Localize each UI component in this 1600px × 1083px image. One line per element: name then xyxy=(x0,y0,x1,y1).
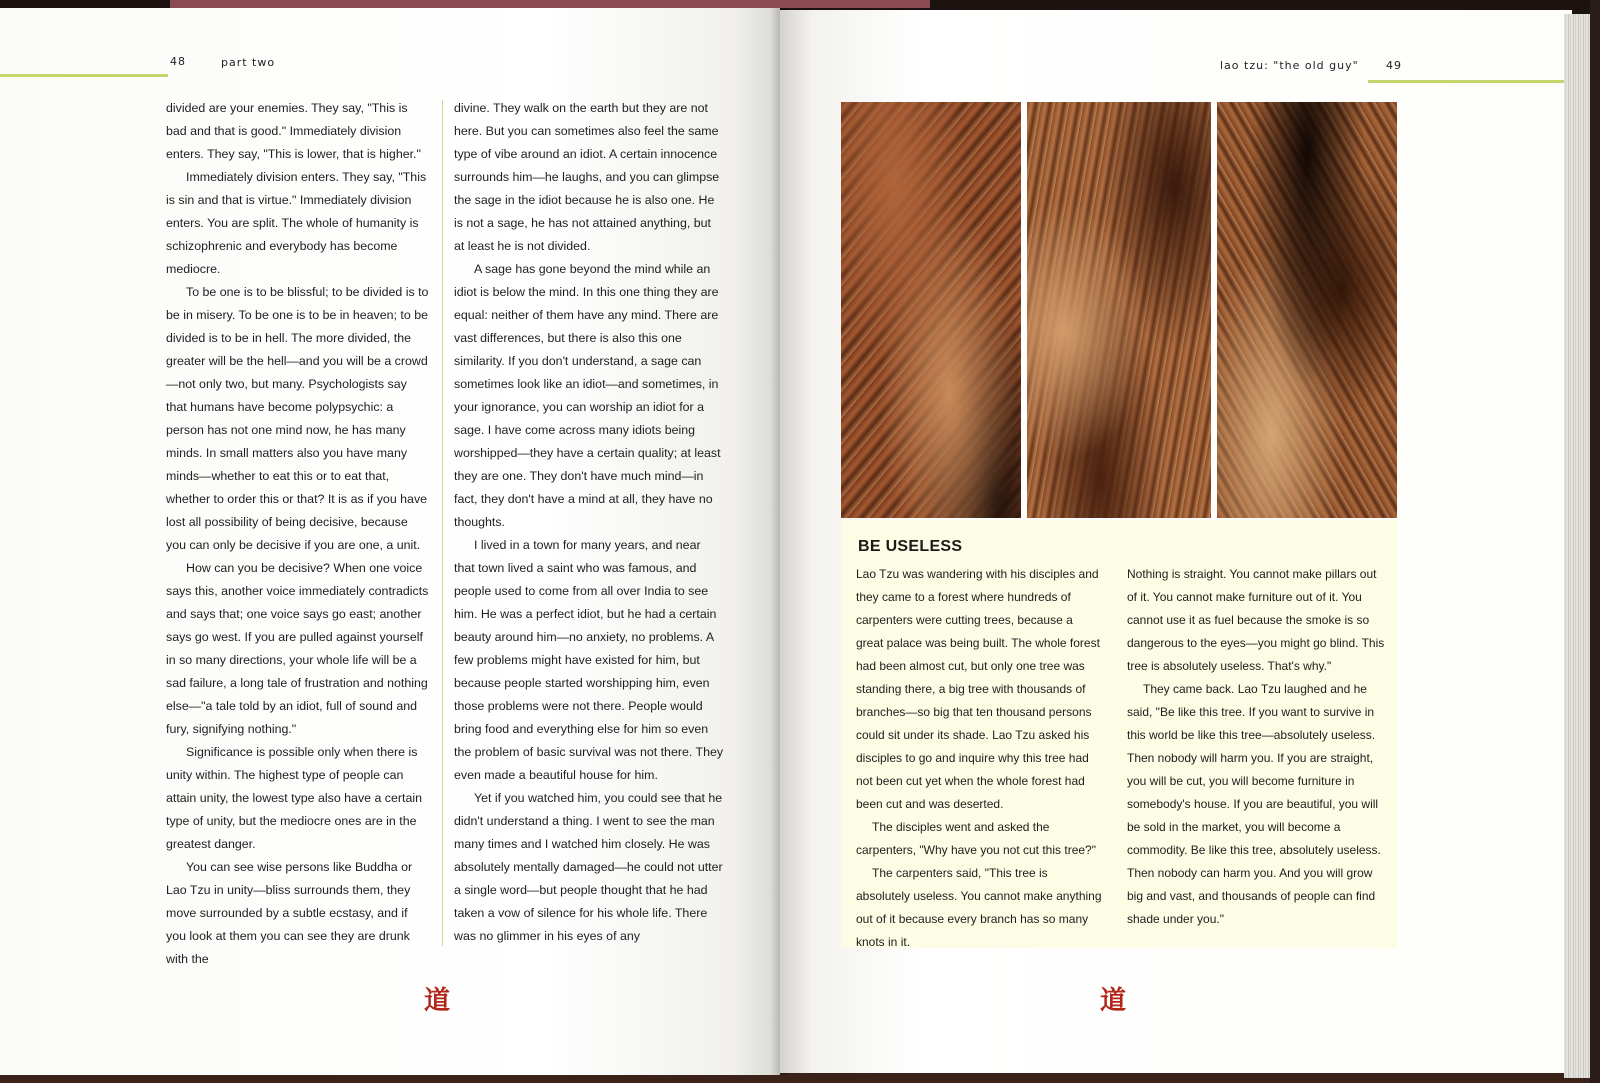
tree-bark-photo-middle xyxy=(1027,102,1211,518)
left-page-number: 48 xyxy=(170,55,186,68)
sidebar-text-column-1 xyxy=(856,563,1102,954)
sidebar-text-column-2 xyxy=(1127,563,1385,931)
sidebar-title: BE USELESS xyxy=(858,538,963,555)
left-header-rule xyxy=(0,74,168,77)
right-running-head: lao tzu: "the old guy" xyxy=(1220,59,1359,72)
paragraph: The carpenters said, "This tree is absolutely useless. You cannot make anything out of it because every branch has so many knots in it. xyxy=(856,866,1102,949)
tao-glyph-icon: 道 xyxy=(424,986,451,1016)
column-divider xyxy=(442,100,443,946)
paragraph: A sage has gone beyond the mind while an idiot is below the mind. In this one thing they are equal: neither of them have any mind. There are vast differences, but there is also this one similarity. If you don't understand, a sage can sometimes look like an idiot—and sometimes, in your ignorance, you can worship an idiot for a sage. I have come across many idiots being worshipped—they have a certain quality; at least they are one. They don't have much mind—in fact, they don't have a mind at all, they have no thoughts. xyxy=(454,262,721,529)
paragraph: Immediately division enters. They say, "This is sin and that is virtue." Immediately division enters. You are split. The whole of humanity is schizophrenic and everybody has become mediocre. xyxy=(166,170,427,276)
right-page-number: 49 xyxy=(1386,59,1402,72)
paragraph: To be one is to be blissful; to be divided is to be in misery. To be one is to be in heaven; to be divided is to be in hell. The more divided, the greater will be the hell—and you will be a crowd—not only two, but many. Psychologists say that humans have become polypsychic: a person has not one mind now, he has many minds. In small matters also you have many minds—whether to eat this or to eat that, whether to order this or that? It is as if you have lost all possibility of being decisive, because you can only be decisive if you are one, a unit. xyxy=(166,285,429,552)
book-cover-edge xyxy=(1590,0,1600,1083)
paragraph: They came back. Lao Tzu laughed and he said, "Be like this tree. If you want to survive in this world be like this tree—absolutely useless. Then nobody will harm you. If you are straight, you will be cut, you will become furniture in somebody's house. If you are beautiful, you will be sold in the market, you will become a commodity. Be like this tree, absolutely useless. Then nobody can harm you. And you will grow big and vast, and thousands of people can find shade under you." xyxy=(1127,682,1381,926)
paragraph: You can see wise persons like Buddha or Lao Tzu in unity—bliss surrounds them, they move surrounded by a subtle ecstasy, and if you look at them you can see they are drunk with the xyxy=(166,860,413,966)
tree-bark-photo-right xyxy=(1217,102,1397,518)
paragraph: Yet if you watched him, you could see that he didn't understand a thing. I went to see the man many times and I watched him closely. He was absolutely mentally damaged—he could not utter a single word—but people thought that he had taken a vow of silence for his whole life. There was no glimmer in his eyes of any xyxy=(454,791,723,943)
left-running-head: part two xyxy=(221,56,276,69)
tree-bark-photo-left xyxy=(841,102,1021,518)
paragraph: How can you be decisive? When one voice says this, another voice immediately contradicts and says that; one voice says go east; another says go west. If you are pulled against yourself in so many directions, your whole life will be a sad failure, a long tale of frustration and nothing else—"a tale told by an idiot, full of sound and fury, signifying nothing." xyxy=(166,561,429,736)
paragraph: Nothing is straight. You cannot make pillars out of it. You cannot make furniture out of it. You cannot use it as fuel because the smoke is so dangerous to the eyes—you might go blind. This tree is absolutely useless. That's why." xyxy=(1127,567,1385,673)
paragraph: divided are your enemies. They say, "This is bad and that is good." Immediately division enters. They say, "This is lower, that is higher." xyxy=(166,101,421,161)
paragraph: I lived in a town for many years, and near that town lived a saint who was famous, and people used to come from all over India to see him. He was a perfect idiot, but he had a certain beauty around him—no anxiety, no problems. A few problems might have existed for him, but because people started worshipping him, even those problems were not there. People would bring food and everything else for him so even the problem of basic survival was not there. They even made a beautiful house for him. xyxy=(454,538,724,782)
paragraph: Lao Tzu was wandering with his disciples and they came to a forest where hundreds of carpenters were cutting trees, because a great palace was being built. The whole forest had been almost cut, but only one tree was standing there, a big tree with thousands of branches—so big that ten thousand persons could sit under its shade. Lao Tzu asked his disciples to go and inquire why this tree had not been cut yet when the whole forest had been cut and was deserted. xyxy=(856,567,1100,811)
right-header-rule xyxy=(1368,80,1564,83)
paragraph: divine. They walk on the earth but they are not here. But you can sometimes also feel the same type of vibe around an idiot. A certain innocence surrounds him—he laughs, and you can glimpse the sage in the idiot because he is also one. He is not a sage, he has not attained anything, but at least he is not divided. xyxy=(454,101,720,253)
left-text-column-2 xyxy=(454,97,724,948)
paragraph: The disciples went and asked the carpenters, "Why have you not cut this tree?" xyxy=(856,820,1096,857)
tao-glyph-icon: 道 xyxy=(1100,986,1127,1016)
background-strip xyxy=(170,0,930,8)
paragraph: Significance is possible only when there is unity within. The highest type of people can attain unity, the lowest type also have a certain type of unity, but the mediocre ones are in the greatest danger. xyxy=(166,745,422,851)
left-text-column-1 xyxy=(166,97,430,971)
